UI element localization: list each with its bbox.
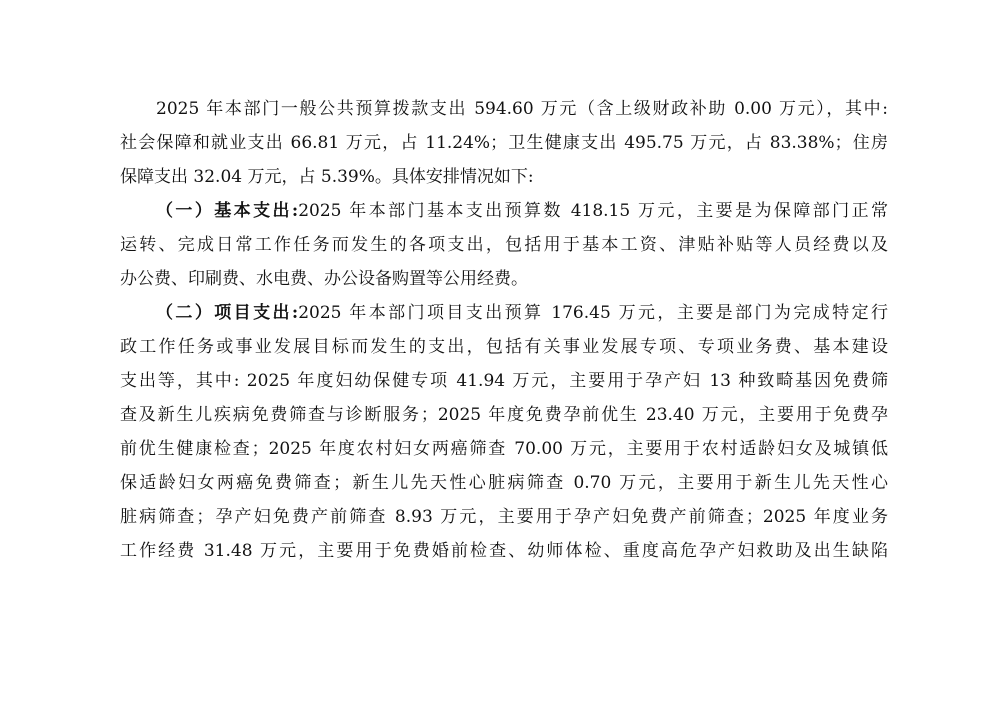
text-line: 保适龄妇女两癌免费筛查；新生儿先天性心脏病筛查 0.70 万元，主要用于新生儿先天性心	[120, 473, 888, 493]
section-heading-project: （二）项目支出:	[156, 303, 299, 323]
text-line: 支出等，其中: 2025 年度妇幼保健专项 41.94 万元，主要用于孕产妇 13 种致畸基因免费筛	[120, 371, 888, 391]
text-run: 2025 年本部门项目支出预算 176.45 万元，主要是部门为完成特定行	[298, 303, 888, 323]
text-line: 前优生健康检查；2025 年度农村妇女两癌筛查 70.00 万元，主要用于农村适龄妇女及城镇低	[120, 439, 888, 459]
text-line: 办公费、印刷费、水电费、办公设备购置等公用经费。	[120, 269, 528, 289]
paragraph-overview	[120, 92, 888, 194]
text-line: 政工作任务或事业发展目标而发生的支出，包括有关事业发展专项、专项业务费、基本建设	[120, 337, 888, 357]
text-line	[120, 296, 888, 330]
text-line: 查及新生儿疾病免费筛查与诊断服务；2025 年度免费孕前优生 23.40 万元，主要用于免费孕	[120, 405, 888, 425]
text-line: 运转、完成日常工作任务而发生的各项支出，包括用于基本工资、津贴补贴等人员经费以及	[120, 235, 888, 255]
text-line: 2025 年本部门一般公共预算拨款支出 594.60 万元（含上级财政补助 0.00 万元），其中:	[156, 99, 888, 119]
document-body	[120, 92, 888, 568]
section-heading-basic: （一）基本支出:	[156, 201, 299, 221]
text-line: 保障支出 32.04 万元，占 5.39%。具体安排情况如下:	[120, 167, 534, 187]
paragraph-project-expenditure	[120, 296, 888, 568]
text-line: 工作经费 31.48 万元，主要用于免费婚前检查、幼师体检、重度高危孕产妇救助及出生缺陷	[120, 541, 888, 561]
paragraph-basic-expenditure	[120, 194, 888, 296]
text-line	[120, 194, 888, 228]
text-line: 脏病筛查；孕产妇免费产前筛查 8.93 万元，主要用于孕产妇免费产前筛查；2025 年度业务	[120, 507, 888, 527]
text-line: 社会保障和就业支出 66.81 万元，占 11.24%；卫生健康支出 495.75 万元，占 83.38%；住房	[120, 133, 888, 153]
text-run: 2025 年本部门基本支出预算数 418.15 万元，主要是为保障部门正常	[298, 201, 888, 221]
